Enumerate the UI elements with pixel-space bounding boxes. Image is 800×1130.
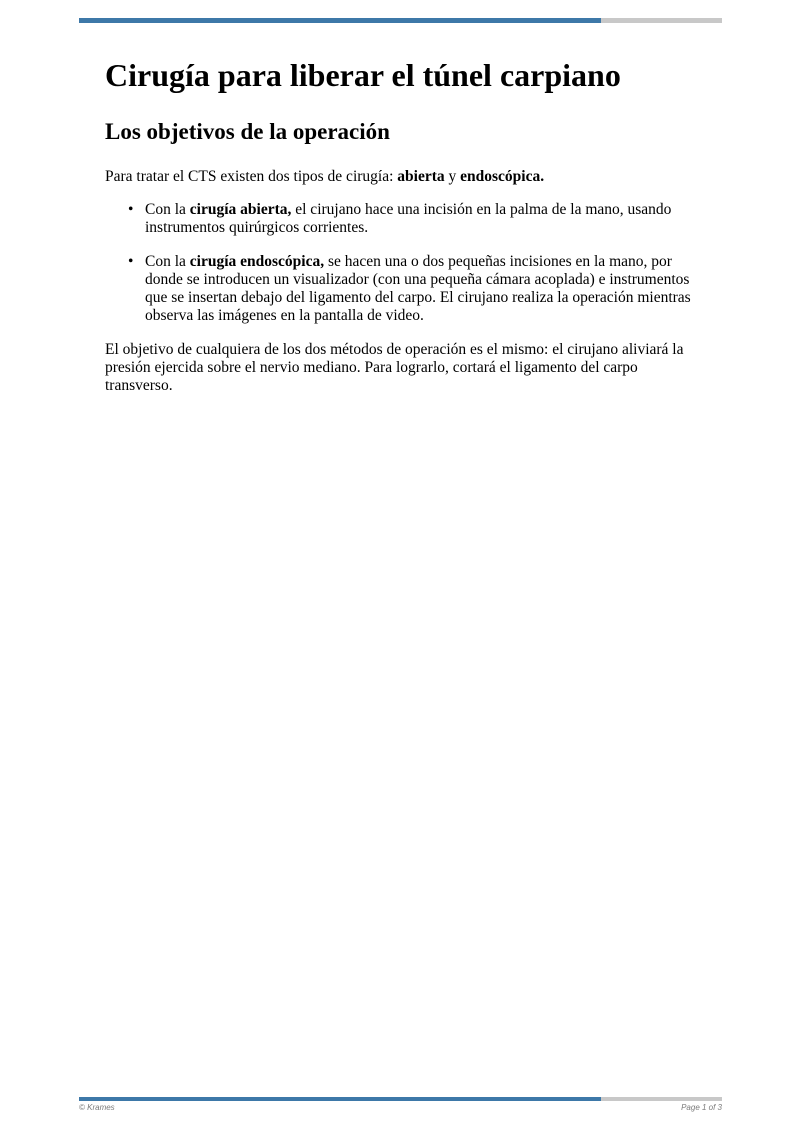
list-item-bold: cirugía endoscópica, xyxy=(189,253,325,270)
outro-paragraph: El objetivo de cualquiera de los dos métodos de operación es el mismo: el cirujano aliviará la presión ejercida sobre el nervio mediano. Para lograrlo, cortará el ligamento del carpo transverso. xyxy=(105,341,684,394)
intro-bold-endoscopic: endoscópica. xyxy=(460,168,545,185)
document-body xyxy=(105,56,705,395)
list-item-bold: cirugía abierta, xyxy=(189,201,292,218)
list-item xyxy=(128,201,705,237)
bullet-icon: • xyxy=(128,201,134,218)
list-item xyxy=(128,253,705,325)
list-item-text: el cirujano hace una incisión en la palma de la mano, usando instrumentos quirúrgicos corrientes. xyxy=(145,201,672,236)
footer-progress-bar xyxy=(79,1097,722,1101)
page-title: Cirugía para liberar el túnel carpiano xyxy=(105,57,621,93)
section-heading: Los objetivos de la operación xyxy=(105,119,390,144)
footer-progress-fill xyxy=(79,1097,601,1101)
header-progress-bar xyxy=(79,18,722,23)
intro-bold-open: abierta xyxy=(397,168,445,185)
intro-text: Para tratar el CTS existen dos tipos de cirugía: xyxy=(105,168,398,185)
list-item-text: se hacen una o dos pequeñas incisiones en la mano, por donde se introducen un visualizador (con una pequeña cámara acoplada) e instrumentos que se insertan debajo del ligamento del carpo. El cirujano realiza la operación mientras observa las imágenes en la pantalla de video. xyxy=(145,253,691,324)
list-item-prefix: Con la xyxy=(145,253,190,270)
header-progress-fill xyxy=(79,18,601,23)
intro-paragraph xyxy=(105,168,705,186)
intro-conjunction: y xyxy=(444,168,461,185)
bullet-icon: • xyxy=(128,253,134,270)
footer-copyright: © Krames xyxy=(79,1103,115,1112)
list-item-prefix: Con la xyxy=(145,201,190,218)
footer-page-number: Page 1 of 3 xyxy=(681,1103,722,1112)
surgery-types-list xyxy=(105,201,705,325)
